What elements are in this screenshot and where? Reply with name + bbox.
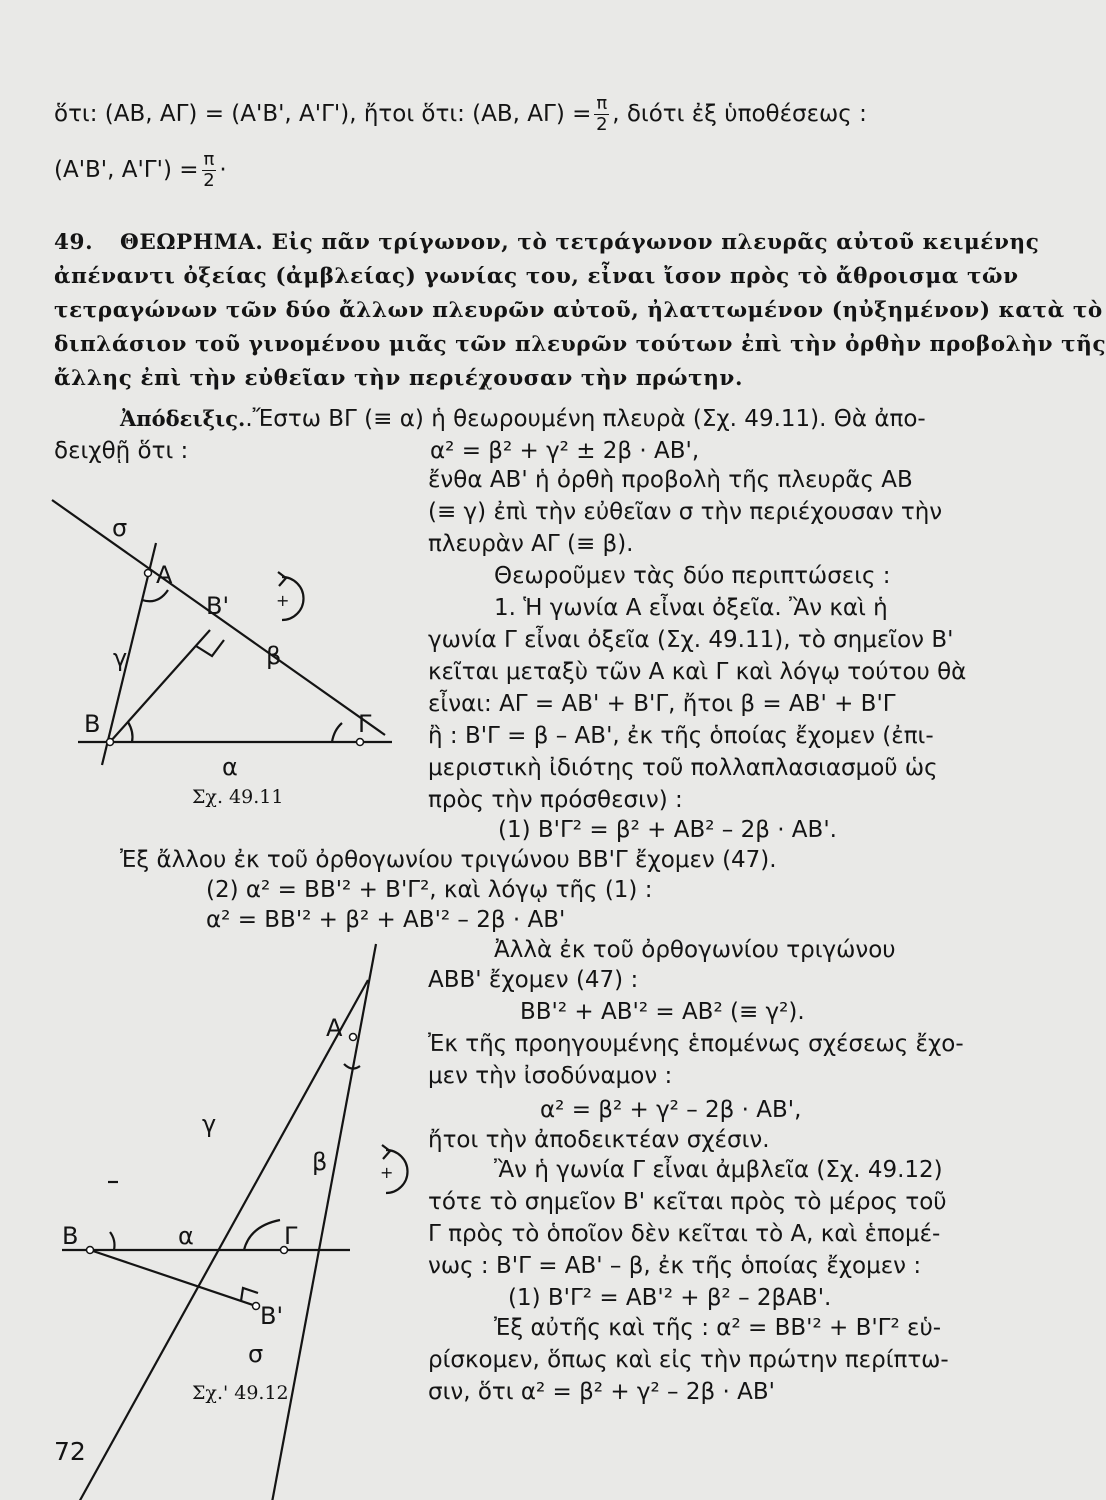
figure-49-11-caption: Σχ. 49.11 <box>192 786 284 808</box>
rotation-arrowhead-2 <box>382 1145 390 1159</box>
rc1-line-11: πρὸς τὴν πρόσθεσιν) : <box>428 787 683 813</box>
angle-arc-g-2 <box>244 1220 280 1250</box>
rc1-line-4: Θεωροῦμεν τὰς δύο περιπτώσεις : <box>494 563 891 589</box>
rc2-line-14: ρίσκομεν, ὅπως καὶ εἰς τὴν πρώτην περίπτω- <box>428 1347 949 1373</box>
point-bprime-2 <box>253 1303 260 1310</box>
theorem-line-2: ἀπέναντι ὀξείας (ἀμβλείας) γωνίας του, εἶναι ἴσον πρὸς τὸ ἄθροισμα τῶν <box>54 264 1019 289</box>
figure-49-12-caption: Σχ.' 49.12 <box>192 1382 289 1404</box>
label-plus-2: + <box>380 1163 394 1182</box>
angle-arc-b-2 <box>110 1232 115 1250</box>
rc2-line-11: νως : Β'Γ = ΑΒ' – β, ἐκ τῆς ὁποίας ἔχομεν : <box>428 1253 922 1279</box>
rc1-line-12: (1) Β'Γ² = β² + ΑΒ² – 2β · ΑΒ'. <box>498 817 837 843</box>
label-bprime-2: Β' <box>260 1302 284 1330</box>
rc1-line-9: ἢ : Β'Γ = β – ΑΒ', ἐκ τῆς ὁποίας ἔχομεν (ἐπι- <box>428 723 934 749</box>
rc2-line-1: Ἀλλὰ ἐκ τοῦ ὀρθογωνίου τριγώνου <box>494 937 896 963</box>
point-a-2 <box>350 1034 357 1041</box>
label-a-2: Α <box>326 1014 343 1042</box>
fraction-denominator: 2 <box>596 114 608 135</box>
rc2-line-13: Ἐξ αὐτῆς καὶ τῆς : α² = ΒΒ'² + Β'Γ² εὑ- <box>494 1315 942 1341</box>
rc1-line-6: γωνία Γ εἶναι ὀξεῖα (Σχ. 49.11), τὸ σημεῖον Β' <box>428 627 954 653</box>
rc1-line-5: 1. Ἡ γωνία Α εἶναι ὀξεῖα. Ἂν καὶ ἡ <box>494 595 888 621</box>
rc2-line-7: ἤτοι τὴν ἀποδεικτέαν σχέσιν. <box>428 1127 770 1153</box>
label-a: Α <box>156 561 173 589</box>
label-gamma: γ <box>113 644 128 672</box>
label-beta: β <box>266 642 282 670</box>
rc2-line-10: Γ πρὸς τὸ ὁποῖον δὲν κεῖται τὸ Α, καὶ ἑπομέ- <box>428 1221 941 1247</box>
label-bprime: Β' <box>206 592 230 620</box>
rc1-line-8: εἶναι: ΑΓ = ΑΒ' + Β'Γ, ἤτοι β = ΑΒ' + Β'Γ <box>428 691 896 717</box>
label-sigma: σ <box>112 514 128 542</box>
proof-main-formula: α² = β² + γ² ± 2β · ΑΒ', <box>430 438 700 464</box>
theorem-line-5: ἄλλης ἐπὶ τὴν εὐθεῖαν τὴν περιέχουσαν τὴν πρώτην. <box>54 366 744 391</box>
intro-line-1-text: ὅτι: (ΑΒ, ΑΓ) = (Α'Β', Α'Γ'), ἤτοι ὅτι: (ΑΒ, ΑΓ) = <box>54 101 592 127</box>
rc2-line-3: ΒΒ'² + ΑΒ'² = ΑΒ² (≡ γ²). <box>520 999 805 1025</box>
rc2-line-12: (1) Β'Γ² = ΑΒ'² + β² – 2βΑΒ'. <box>508 1285 832 1311</box>
label-b: Β <box>84 710 101 738</box>
label-g-2: Γ <box>284 1222 298 1250</box>
line-sigma-2 <box>246 944 376 1500</box>
rc1-line-2: (≡ γ) ἐπὶ τὴν εὐθεῖαν σ τὴν περιέχουσαν τὴν <box>428 499 943 525</box>
rc2-line-5: μεν τὴν ἰσοδύναμον : <box>428 1063 673 1089</box>
rc1-line-1: ἔνθα ΑΒ' ἡ ὀρθὴ προβολὴ τῆς πλευρᾶς ΑΒ <box>428 467 913 493</box>
full-line-2: (2) α² = ΒΒ'² + Β'Γ², καὶ λόγῳ τῆς (1) : <box>206 877 653 903</box>
rc2-line-2: ΑΒΒ' ἔχομεν (47) : <box>428 967 639 993</box>
label-gamma-2: γ <box>202 1110 217 1138</box>
period: · <box>219 157 227 183</box>
fraction-numerator-2: π <box>203 149 215 170</box>
fraction-denominator-2: 2 <box>203 170 215 191</box>
label-b-2: Β <box>62 1222 79 1250</box>
intro-line-1-tail: , διότι ἐξ ὑποθέσεως : <box>612 101 867 127</box>
proof-label: Ἀπόδειξις. <box>120 406 246 431</box>
proof-heading-rest: .Ἔστω ΒΓ (≡ α) ἡ θεωρουμένη πλευρὰ (Σχ. 49.11). Θὰ ἀπο- <box>245 406 926 432</box>
rc1-line-7: κεῖται μεταξὺ τῶν Α καὶ Γ καὶ λόγῳ τούτου θὰ <box>428 659 967 685</box>
right-angle-mark-2 <box>241 1288 258 1301</box>
rc2-line-8: Ἂν ἡ γωνία Γ εἶναι ἀμβλεῖα (Σχ. 49.12) <box>494 1157 943 1183</box>
full-line-3: α² = ΒΒ'² + β² + ΑΒ'² – 2β · ΑΒ' <box>206 907 566 933</box>
intro-line-2-text: (Α'Β', Α'Γ') = <box>54 157 199 183</box>
page-number: 72 <box>54 1437 86 1466</box>
rc2-line-9: τότε τὸ σημεῖον Β' κεῖται πρὸς τὸ μέρος τοῦ <box>428 1189 947 1215</box>
point-b-2 <box>87 1247 94 1254</box>
label-plus: + <box>276 591 290 610</box>
rc1-line-10: μεριστικὴ ἰδιότης τοῦ πολλαπλασιασμοῦ ὡς <box>428 755 938 781</box>
rc2-line-4: Ἐκ τῆς προηγουμένης ἑπομένως σχέσεως ἔχο- <box>428 1031 964 1057</box>
rc1-line-3: πλευρὰν ΑΓ (≡ β). <box>428 531 634 557</box>
altitude-bbp-2 <box>90 1250 256 1306</box>
angle-arc-a-2 <box>344 1064 360 1069</box>
theorem-line-3: τετραγώνων τῶν δύο ἄλλων πλευρῶν αὐτοῦ, ἠλαττωμένον (ηὐξημένον) κατὰ τὸ <box>54 298 1103 323</box>
theorem-line-1: ΘΕΩΡΗΜΑ. Εἰς πᾶν τρίγωνον, τὸ τετράγωνον πλευρᾶς αὐτοῦ κειμένης <box>120 230 1040 255</box>
rc2-line-6: α² = β² + γ² – 2β · ΑΒ', <box>540 1097 802 1123</box>
proof-line-2: δειχθῇ ὅτι : <box>54 438 189 464</box>
label-beta-2: β <box>312 1148 328 1176</box>
theorem-line-4: διπλάσιον τοῦ γινομένου μιᾶς τῶν πλευρῶν τούτων ἐπὶ τὴν ὀρθὴν προβολὴν τῆς <box>54 332 1106 357</box>
rc2-line-15: σιν, ὅτι α² = β² + γ² – 2β · ΑΒ' <box>428 1379 775 1405</box>
label-sigma-2: σ <box>248 1340 264 1368</box>
theorem-number: 49. <box>54 230 94 255</box>
label-alpha-2: α <box>178 1222 194 1250</box>
fraction-numerator: π <box>596 93 608 114</box>
label-alpha: α <box>222 753 238 781</box>
full-line-1: Ἐξ ἄλλου ἐκ τοῦ ὀρθογωνίου τριγώνου ΒΒ'Γ ἔχομεν (47). <box>120 847 777 873</box>
label-g: Γ <box>358 710 372 738</box>
